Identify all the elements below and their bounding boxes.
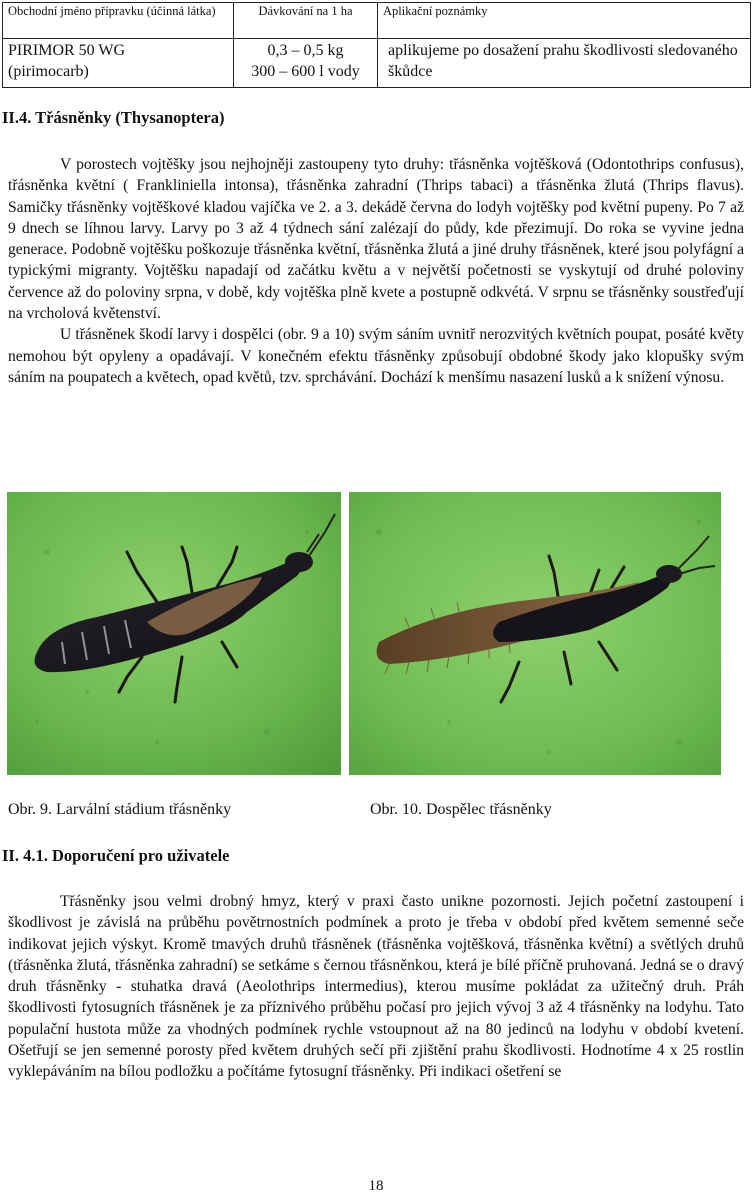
table-header-row: [3, 3, 751, 39]
section-body: [8, 154, 744, 388]
table-header-notes: Aplikační poznámky: [378, 3, 751, 39]
section-paragraph-1: V porostech vojtěšky jsou nejhojněji zastoupeny tyto druhy: třásněnka vojtěšková (Odontothrips confusus), třásněnka květní ( Frankliniella intonsa), třásněnka zahradní (Thrips tabaci) a třásněnka žlutá (Thrips flavus). Samičky třásněnky vojtěškové kladou vajíčka ve 2. a 3. dekádě června do lodyh vojtěšky pod květní pupeny. Po 7 až 9 dnech se líhnou larvy. Larvy po 3 až 4 týdnech sání zalézají do půdy, kde přezimují. Do roka se vyvine jedna generace. Podobně vojtěšku poškozuje třásněnka květní, třásněnka žlutá a jiné druhy třásněnek, které jsou polyfágní a typickými migranty. Vojtěšku napadají od začátku květu a v největší početnosti se vyskytují od druhé poloviny července až do poloviny srpna, v době, kdy vojtěška plně kvete a postupně odkvétá. V srpnu se třásněnky soustřeďují na vrcholová květenství.: [8, 156, 744, 323]
table-cell-dose: [234, 39, 378, 88]
figure-10-caption: Obr. 10. Dospělec třásněnky: [370, 801, 552, 818]
table-cell-note: aplikujeme po dosažení prahu škodlivosti sledovaného škůdce: [378, 39, 751, 88]
pesticide-table: [2, 2, 751, 88]
product-name: PIRIMOR 50 WG: [8, 42, 126, 59]
dose-water: 300 – 600 l vody: [251, 63, 360, 80]
table-cell-product: [3, 39, 234, 88]
subsection-paragraph: Třásněnky jsou velmi drobný hmyz, který v praxi často unikne pozornosti. Jejich početní zastoupení i škodlivost je závislá na průběhu povětrnostních podmínek a proto je třeba v období před květem semenné seče indikovat jejich výskyt. Kromě tmavých druhů třásněnek (třásněnka vojtěšková, třásněnka květní) a světlých druhů (třásněnka žlutá, třásněnka zahradní) se setkáme s černou třásněnkou, která je bílé příčně pruhovaná. Jedná se o dravý druh třásněnky - stuhatka dravá (Aeolothrips intermedius), kterou musíme pokládat za užitečný druh. Práh škodlivosti fytosugních třásněnek je za příznivého průběhu počasí pro jejich vývoj 3 až 4 třásněnky na lodyhu. Tato populační hustota může za vhodných podmínek rychle vstoupnout až na 80 jedinců na lodyhu v období kvetení. Ošetřují se jen semenné porosty před květem druhých sečí při zjištění prahu škodlivosti. Hodnotíme 4 x 25 rostlin vyklepáváním na bílou podložku a počítáme fytosugní třásněnky. Při indikaci ošetření se: [8, 893, 744, 1081]
active-substance: (pirimocarb): [8, 63, 89, 80]
table-row: [3, 39, 751, 88]
thrips-larva-photo: [7, 492, 341, 775]
section-paragraph-2: U třásněnek škodí larvy i dospělci (obr. 9 a 10) svým sáním uvnitř nerozvitých květních poupat, posáté květy nemohou být opyleny a opadávají. V konečném efektu třásněnky způsobují obdobné škody jako klopušky svým sáním na poupatech a květech, opad květů, tzv. sprchávání. Dochází k menšímu nasazení lusků a k snížení výnosu.: [8, 326, 744, 386]
dose-amount: 0,3 – 0,5 kg: [267, 42, 344, 59]
subsection-heading: II. 4.1. Doporučení pro uživatele: [2, 846, 230, 865]
subsection-body: [8, 891, 744, 1083]
page-number: 18: [368, 1178, 384, 1194]
section-heading: II.4. Třásněnky (Thysanoptera): [2, 108, 225, 127]
table-header-product: Obchodní jméno přípravku (účinná látka): [3, 3, 234, 39]
table-header-dose: Dávkování na 1 ha: [234, 3, 378, 39]
figure-9-caption: Obr. 9. Larvální stádium třásněnky: [8, 801, 232, 818]
thrips-adult-photo: [349, 492, 721, 775]
